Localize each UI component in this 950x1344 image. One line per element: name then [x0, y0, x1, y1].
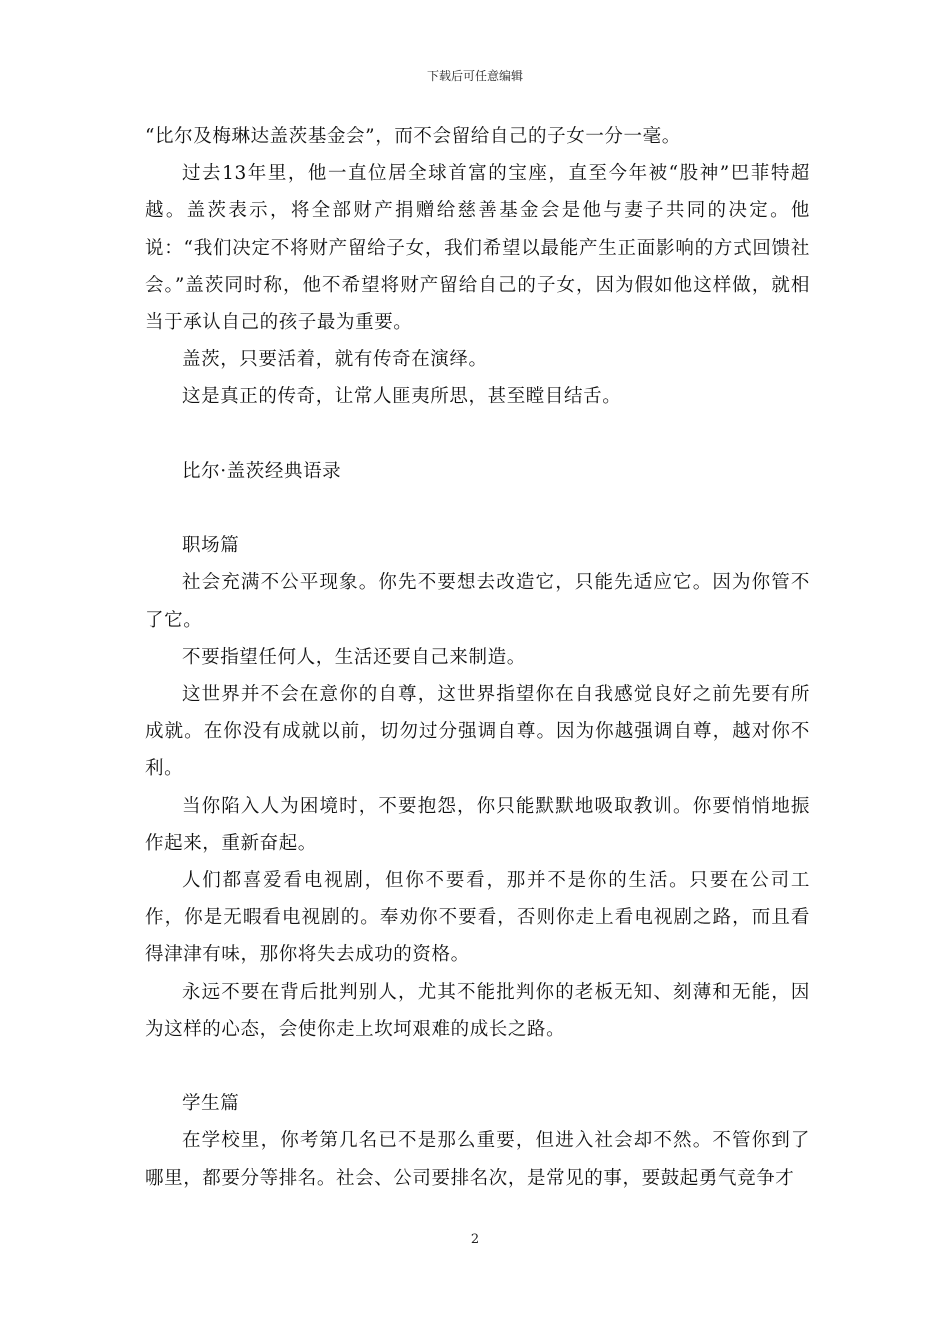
paragraph: 人们都喜爱看电视剧，但你不要看，那并不是你的生活。只要在公司工作，你是无暇看电视剧的。奉劝你不要看，否则你走上看电视剧之路，而且看得津津有味，那你将失去成功的资格。 — [145, 870, 810, 966]
blank-line — [145, 490, 810, 527]
page-header: 下载后可任意编辑 — [426, 69, 523, 83]
blank-line — [145, 416, 810, 453]
paragraph: 这世界并不会在意你的自尊，这世界指望你在自我感觉良好之前先要有所成就。在你没有成就以前，切勿过分强调自尊。因为你越强调自尊，越对你不利。 — [145, 684, 810, 780]
paragraph: 过去13年里，他一直位居全球首富的宝座，直至今年被“股神”巴菲特超越。盖茨表示，将全部财产捐赠给慈善基金会是他与妻子共同的决定。他说：“我们决定不将财产留给子女，我们希望以最能产生正面影响的方式回馈社会。”盖茨同时称，他不希望将财产留给自己的子女，因为假如他这样做，就相当于承认自己的孩子最为重要。 — [145, 163, 810, 334]
paragraph: 永远不要在背后批判别人，尤其不能批判你的老板无知、刻薄和无能，因为这样的心态，会使你走上坎坷艰难的成长之路。 — [145, 981, 810, 1040]
section-heading: 职场篇 — [182, 535, 240, 557]
paragraph: “比尔及梅琳达盖茨基金会”，而不会留给自己的子女一分一毫。 — [145, 126, 681, 147]
paragraph: 在学校里，你考第几名已不是那么重要，但进入社会却不然。不管你到了哪里，都要分等排名。社会、公司要排名次，是常见的事，要鼓起勇气竞争才 — [145, 1130, 810, 1189]
section-title: 比尔·盖茨经典语录 — [182, 460, 342, 482]
paragraph: 盖茨，只要活着，就有传奇在演绎。 — [182, 349, 488, 371]
paragraph: 不要指望任何人，生活还要自己来制造。 — [182, 646, 526, 668]
page-number: 2 — [470, 1232, 480, 1247]
document-body — [145, 118, 810, 1197]
paragraph: 当你陷入人为困境时，不要抱怨，你只能默默地吸取教训。你要悄悄地振作起来，重新奋起。 — [145, 795, 810, 854]
blank-line — [145, 1048, 810, 1085]
paragraph: 这是真正的传奇，让常人匪夷所思，甚至瞠目结舌。 — [182, 386, 622, 408]
paragraph: 社会充满不公平现象。你先不要想去改造它，只能先适应它。因为你管不了它。 — [145, 572, 810, 631]
section-heading: 学生篇 — [182, 1093, 240, 1115]
